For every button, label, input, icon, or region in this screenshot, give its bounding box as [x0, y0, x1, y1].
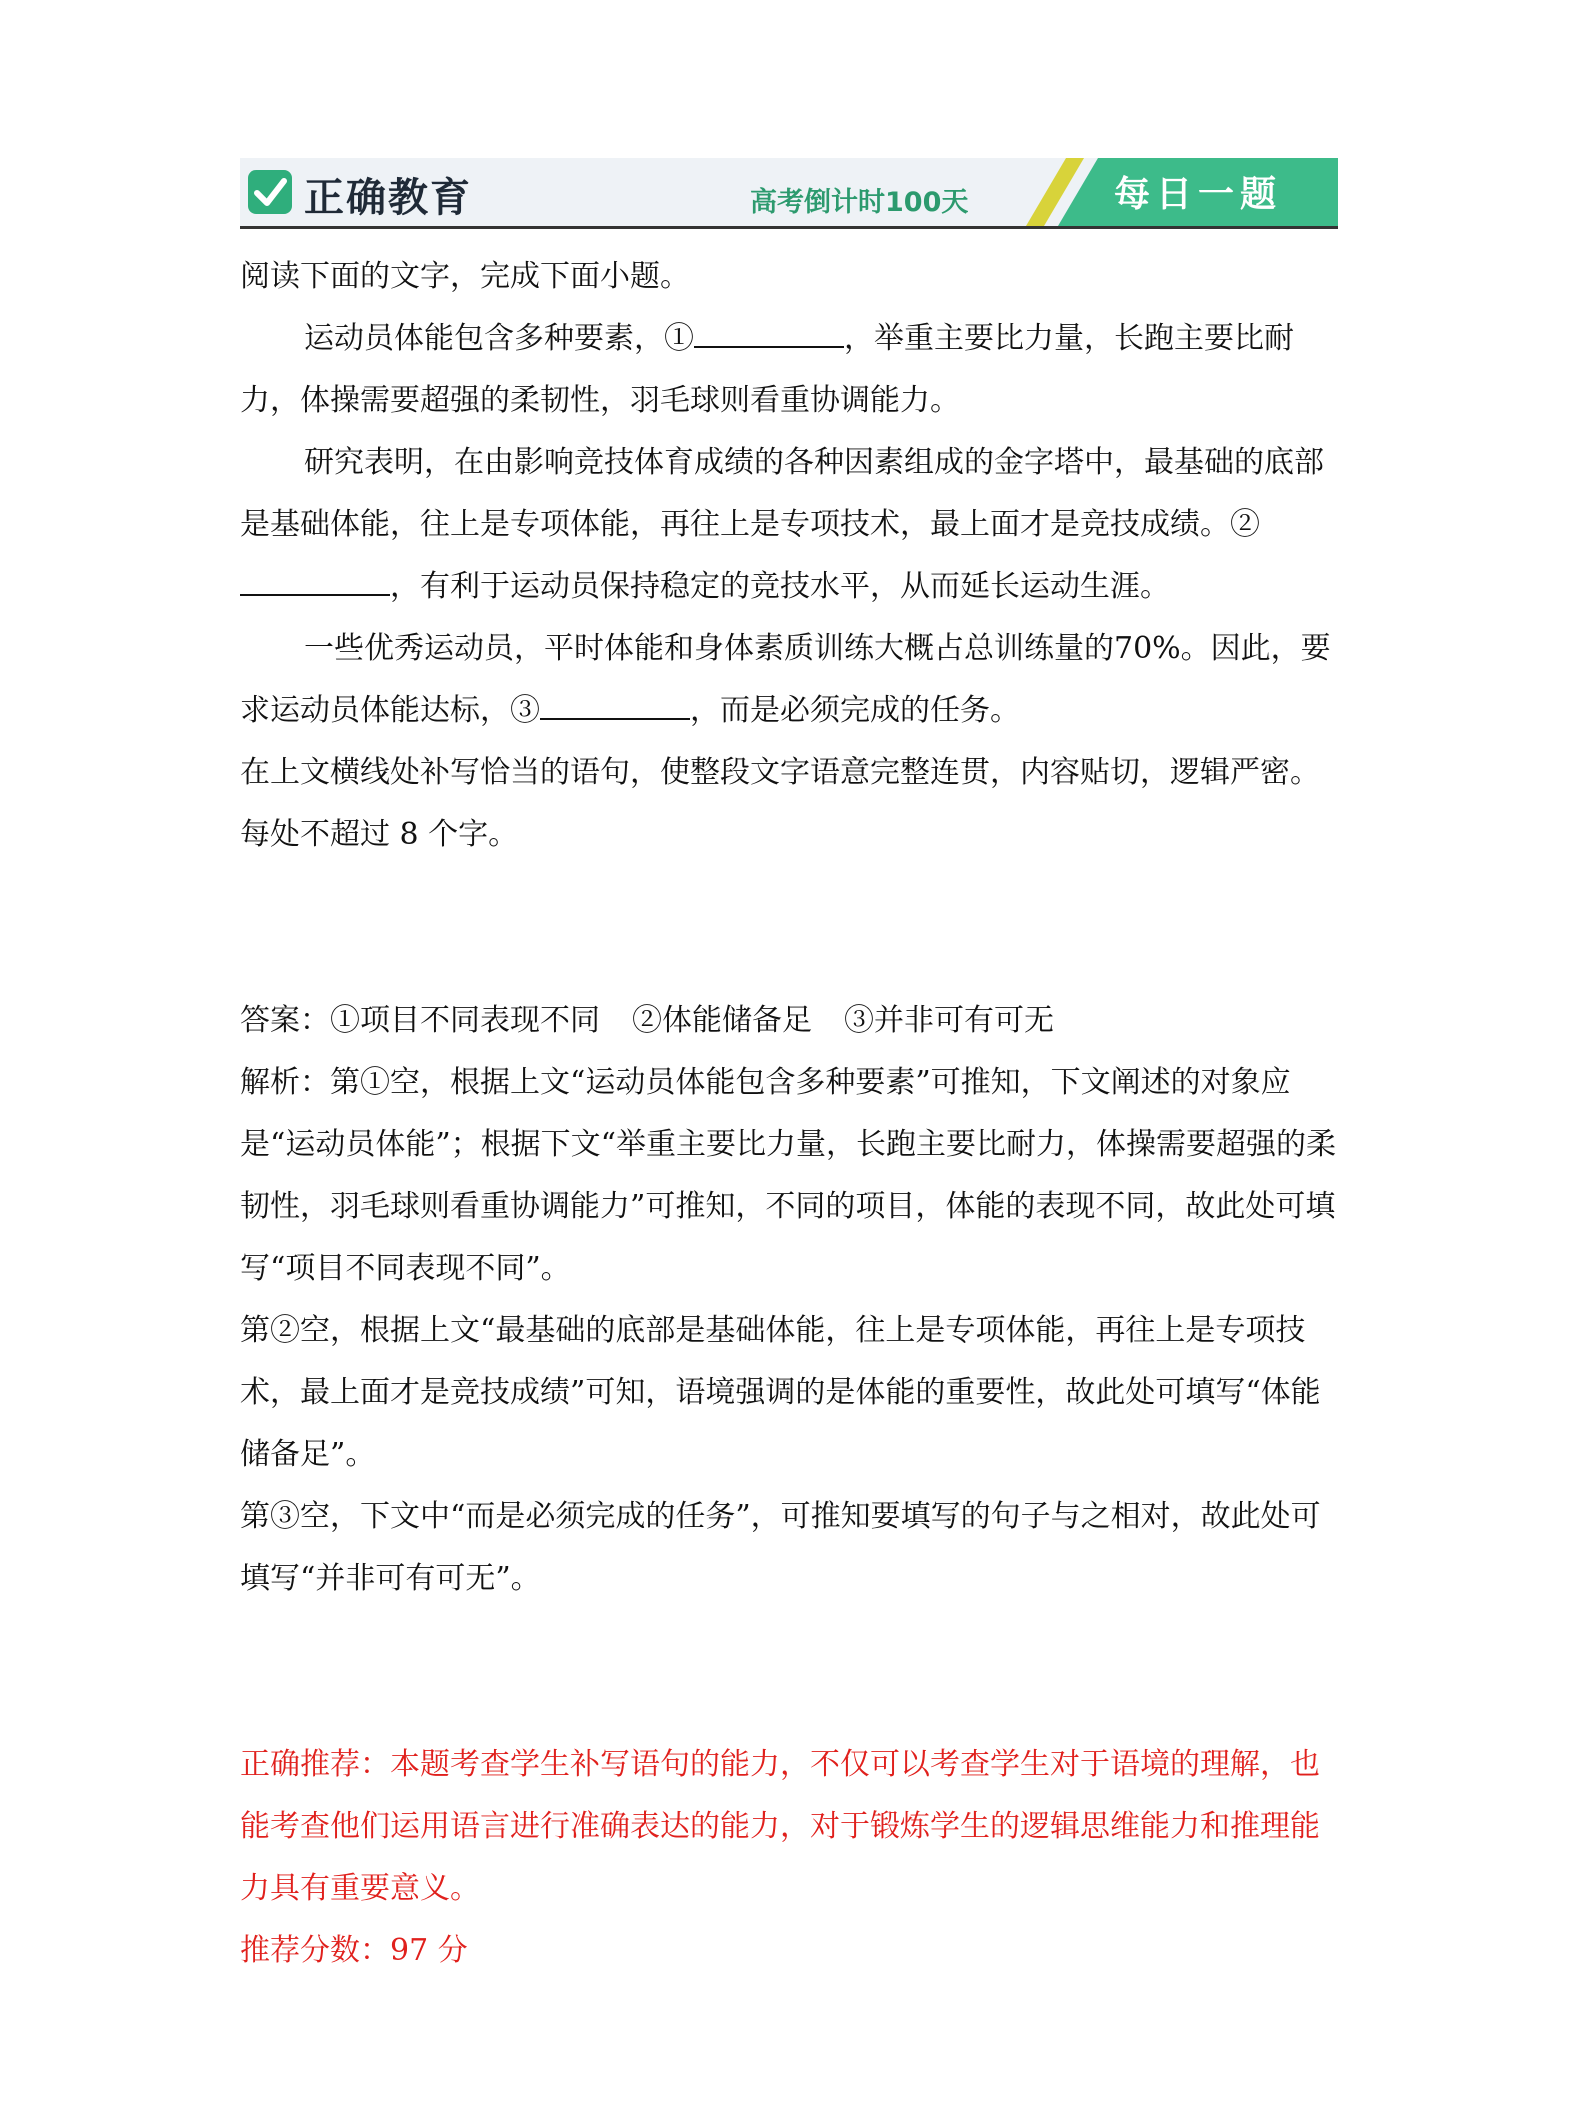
analysis-paragraph-2: 第②空，根据上文“最基础的底部是基础体能，往上是专项体能，再往上是专项技术，最上面才是竞技成绩”可知，语境强调的是体能的重要性，故此处可填写“体能储备足”。	[240, 1313, 1321, 1472]
blank-2	[240, 566, 390, 596]
blank-1	[694, 318, 844, 348]
brand-name: 正确教育	[304, 175, 472, 221]
passage-paragraph-3: 一些优秀运动员，平时体能和身体素质训练大概占总训练量的70%。因此，要求运动员体能达标，③ ，而是必须完成的任务。	[240, 631, 1331, 728]
countdown-label: 高考倒计时100天	[750, 187, 969, 218]
task-text: 在上文横线处补写恰当的语句，使整段文字语意完整连贯，内容贴切，逻辑严密。每处不超过 8 个字。	[240, 755, 1320, 852]
check-logo-icon	[248, 170, 292, 214]
analysis-paragraph-1: 解析：第①空，根据上文“运动员体能包含多种要素”可推知，下文阐述的对象应是“运动员体能”；根据下文“举重主要比力量，长跑主要比耐力，体操需要超强的柔韧性，羽毛球则看重协调能力”可推知，不同的项目，体能的表现不同，故此处可填写“项目不同表现不同”。	[240, 1065, 1337, 1286]
passage-paragraph-2: 研究表明，在由影响竞技体育成绩的各种因素组成的金字塔中，最基础的底部是基础体能，往上是专项体能，再往上是专项技术，最上面才是竞技成绩。②，有利于运动员保持稳定的竞技水平，从而延长运动生涯。	[240, 445, 1324, 604]
recommendation-score: 推荐分数：97 分	[240, 1933, 468, 1968]
page-header	[240, 158, 1338, 229]
answer-line: 答案：①项目不同表现不同 ②体能储备足 ③并非可有可无	[240, 1003, 1054, 1038]
recommendation-text: 正确推荐：本题考查学生补写语句的能力，不仅可以考查学生对于语境的理解，也能考查他们运用语言进行准确表达的能力，对于锻炼学生的逻辑思维能力和推理能力具有重要意义。	[240, 1747, 1320, 1906]
blank-3	[540, 690, 690, 720]
document-body	[240, 246, 1338, 1982]
instruction: 阅读下面的文字，完成下面小题。	[240, 259, 690, 294]
analysis-paragraph-3: 第③空，下文中“而是必须完成的任务”，可推知要填写的句子与之相对，故此处可填写“并非可有可无”。	[240, 1499, 1321, 1596]
passage-paragraph-1: 运动员体能包含多种要素，① ，举重主要比力量，长跑主要比耐力，体操需要超强的柔韧性，羽毛球则看重协调能力。	[240, 308, 1338, 432]
daily-question-tag: 每日一题	[1113, 174, 1282, 215]
